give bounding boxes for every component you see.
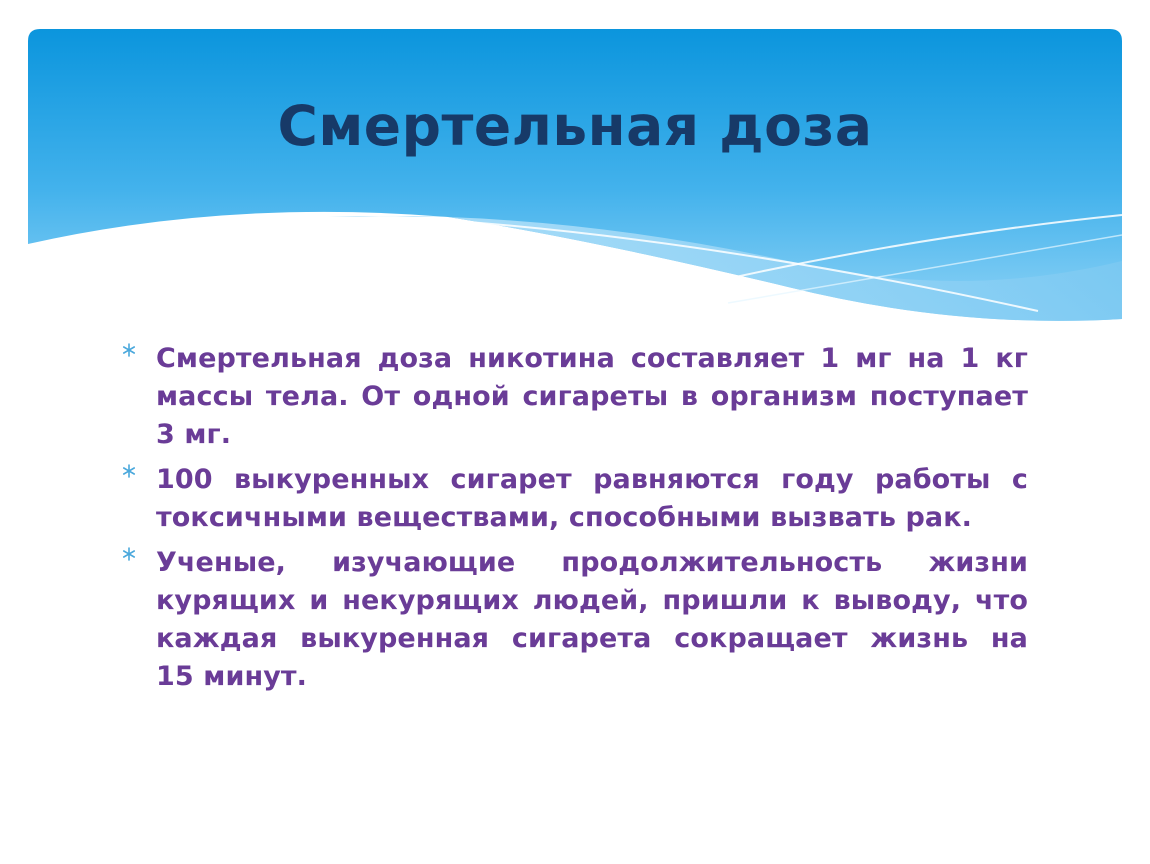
list-item <box>122 544 1076 696</box>
list-item <box>122 340 1038 454</box>
list-item <box>122 461 1038 537</box>
asterisk-icon <box>122 464 136 478</box>
asterisk-icon <box>122 547 136 561</box>
asterisk-icon <box>122 343 136 357</box>
header-wave-background <box>28 29 1122 329</box>
slide-title: Смертельная доза <box>277 94 873 158</box>
bullet-list <box>122 340 1076 703</box>
bullet-text: 100 выкуренных сигарет равняются году работы с токсичными веществами, способными вызвать рак. <box>156 464 1038 533</box>
bullet-text: Смертельная доза никотина составляет 1 мг на 1 кг массы тела. От одной сигареты в организм поступает 3 мг. <box>156 343 1038 450</box>
bullet-text: Ученые, изучающие продолжительность жизни курящих и некурящих людей, пришли к выводу, что каждая выкуренная сигарета сокращает жизнь на 15 минут. <box>156 547 1076 692</box>
